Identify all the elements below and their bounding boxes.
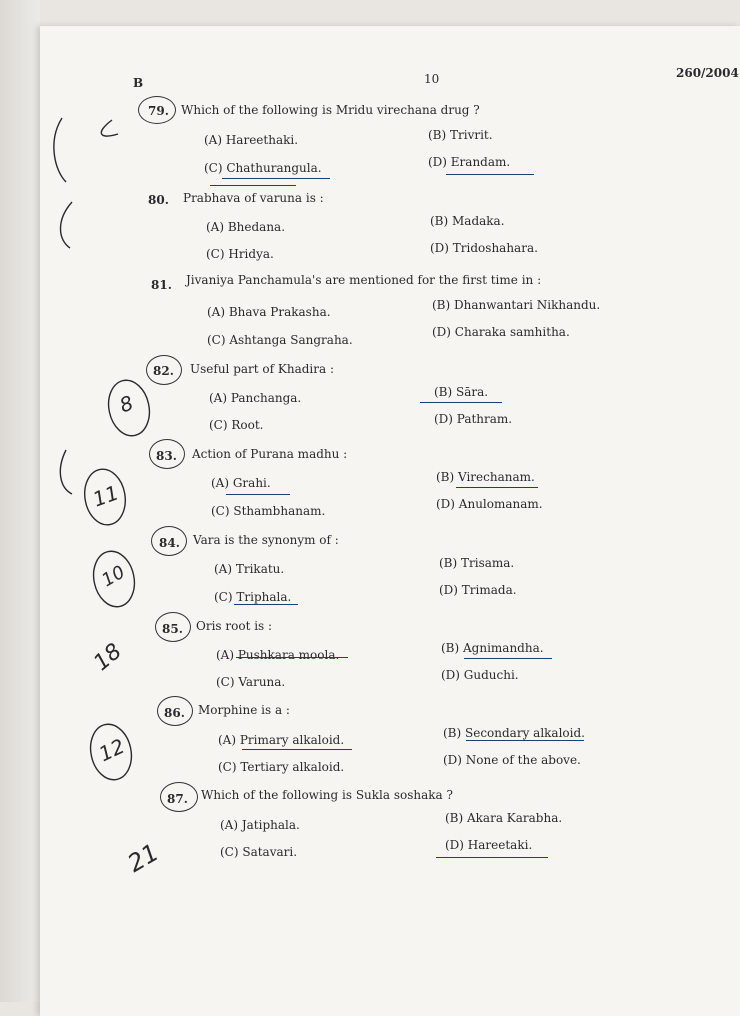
- option-c: (C) Varuna.: [216, 675, 286, 689]
- option-a: (A) Hareethaki.: [204, 133, 299, 147]
- question-number: 87.: [167, 792, 188, 806]
- section-label: B: [133, 76, 144, 90]
- option-c: (C) Triphala.: [214, 590, 292, 604]
- question-number: 86.: [164, 706, 185, 720]
- option-c: (C) Ashtanga Sangraha.: [207, 333, 353, 347]
- handwritten-mark: 11: [89, 480, 122, 512]
- option-a: (A) Grahi.: [211, 476, 271, 490]
- option-d: (D) Tridoshahara.: [430, 241, 538, 255]
- question-number: 81.: [151, 278, 172, 292]
- question-text: Which of the following is Sukla soshaka ?: [201, 788, 453, 802]
- option-d: (D) Charaka samhitha.: [432, 325, 570, 339]
- page-number: 10: [424, 72, 440, 86]
- option-a: (A) Primary alkaloid.: [218, 733, 345, 747]
- option-c: (C) Hridya.: [206, 247, 274, 261]
- option-b: (B) Madaka.: [430, 214, 505, 228]
- question-text: Action of Purana madhu :: [192, 447, 348, 461]
- option-a: (A) Trikatu.: [214, 562, 285, 576]
- question-number: 83.: [156, 449, 177, 463]
- option-b: (B) Agnimandha.: [441, 641, 544, 655]
- option-d: (D) Erandam.: [428, 155, 511, 169]
- option-c: (C) Satavari.: [220, 845, 298, 859]
- question-text: Oris root is :: [196, 619, 273, 633]
- option-b: (B) Dhanwantari Nikhandu.: [432, 298, 601, 312]
- option-c: (C) Root.: [209, 418, 264, 432]
- question-text: Jivaniya Panchamula's are mentioned for the first time in :: [186, 273, 542, 287]
- option-b: (B) Trivrit.: [428, 128, 493, 142]
- question-number: 85.: [162, 622, 183, 636]
- question-number: 84.: [159, 536, 180, 550]
- option-b: (B) Virechanam.: [436, 470, 535, 484]
- paper-code: 260/2004: [676, 66, 739, 80]
- option-d: (D) Anulomanam.: [436, 497, 543, 511]
- option-c: (C) Tertiary alkaloid.: [218, 760, 345, 774]
- handwritten-mark: 8: [116, 390, 137, 418]
- question-text: Useful part of Khadira :: [190, 362, 334, 376]
- option-b: (B) Trisama.: [439, 556, 515, 570]
- option-b: (B) Sāra.: [434, 385, 489, 399]
- handwritten-mark: 10: [98, 561, 129, 592]
- question-text: Prabhava of varuna is :: [183, 191, 324, 205]
- question-number: 80.: [148, 193, 169, 207]
- option-c: (C) Sthambhanam.: [211, 504, 326, 518]
- option-a: (A) Pushkara moola.: [216, 648, 340, 662]
- handwritten-mark: 21: [123, 838, 164, 878]
- option-d: (D) Hareetaki.: [445, 838, 533, 852]
- option-b: (B) Secondary alkaloid.: [443, 726, 585, 740]
- option-a: (A) Bhava Prakasha.: [207, 305, 331, 319]
- question-number: 82.: [153, 364, 174, 378]
- option-d: (D) Pathram.: [434, 412, 513, 426]
- question-text: Morphine is a :: [198, 703, 290, 717]
- handwritten-mark: 18: [89, 638, 127, 677]
- option-d: (D) None of the above.: [443, 753, 581, 767]
- option-a: (A) Bhedana.: [206, 220, 286, 234]
- option-a: (A) Panchanga.: [209, 391, 302, 405]
- question-text: Vara is the synonym of :: [193, 533, 339, 547]
- option-d: (D) Trimada.: [439, 583, 517, 597]
- option-b: (B) Akara Karabha.: [445, 811, 563, 825]
- option-a: (A) Jatiphala.: [220, 818, 300, 832]
- question-text: Which of the following is Mridu virechana drug ?: [181, 103, 480, 117]
- question-number: 79.: [148, 104, 169, 118]
- handwritten-mark: 12: [95, 733, 129, 767]
- option-d: (D) Guduchi.: [441, 668, 519, 682]
- option-c: (C) Chathurangula.: [204, 161, 322, 175]
